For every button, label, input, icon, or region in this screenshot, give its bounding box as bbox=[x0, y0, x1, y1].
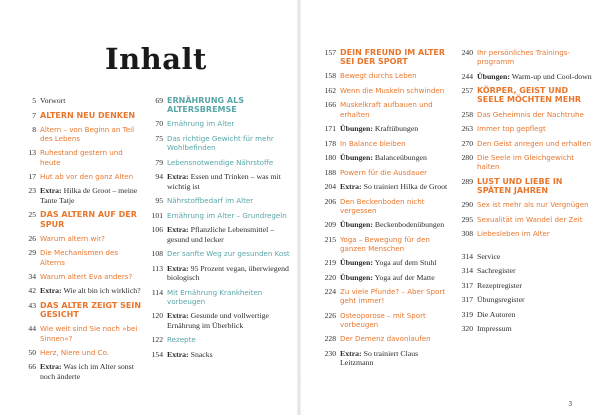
toc-entry-text: Mit Ernährung Krankheiten vorbeugen bbox=[167, 287, 263, 306]
toc-page-number: 26 bbox=[28, 233, 36, 243]
toc-section-entry[interactable] bbox=[20, 324, 142, 343]
toc-entry-title: Yoga auf dem Stuhl bbox=[374, 258, 437, 268]
toc-page-number: 215 bbox=[324, 234, 336, 244]
toc-entry-title: Beckenbodenübungen bbox=[374, 220, 445, 230]
toc-entry-title: So trainiert Hilka de Groot bbox=[363, 182, 448, 191]
toc-section-entry[interactable] bbox=[320, 197, 452, 216]
toc-entry-prefix: Übungen: bbox=[340, 220, 373, 230]
toc-plain-entry[interactable] bbox=[455, 266, 593, 276]
toc-section-entry[interactable] bbox=[145, 158, 297, 168]
toc-entry-text: Nährstoffbedarf im Alter bbox=[167, 196, 254, 205]
section-spacer bbox=[455, 244, 593, 252]
toc-entry-title: Hilka de Groot – meine Tante Tatje bbox=[40, 186, 138, 205]
toc-page-number: 209 bbox=[324, 220, 336, 230]
toc-entry-title: Balanceübungen bbox=[374, 153, 427, 162]
toc-extra-entry[interactable] bbox=[145, 225, 297, 244]
toc-chapter-heading[interactable] bbox=[20, 210, 142, 228]
toc-entry-text: Osteoporose – mit Sport vorbeugen bbox=[340, 310, 426, 330]
toc-entry-text bbox=[340, 258, 452, 268]
toc-extra-entry[interactable] bbox=[320, 349, 452, 368]
toc-entry-text: Ernährung im Alter – Grundregeln bbox=[167, 210, 287, 220]
toc-entry-prefix: Übungen: bbox=[340, 124, 373, 133]
toc-entry-prefix: Extra: bbox=[167, 311, 189, 321]
toc-page-number: 280 bbox=[461, 153, 473, 162]
toc-plain-entry[interactable] bbox=[455, 252, 593, 262]
toc-section-entry[interactable] bbox=[455, 139, 593, 149]
toc-entry-title: Yoga auf der Matte bbox=[374, 272, 435, 282]
toc-page-number: 228 bbox=[324, 334, 336, 344]
toc-entry-text: Warum altern wir? bbox=[40, 233, 105, 243]
toc-entry-text bbox=[167, 264, 297, 283]
toc-entry-text: Den Beckenboden nicht vergessen bbox=[340, 196, 425, 215]
toc-section-entry[interactable] bbox=[455, 153, 593, 172]
toc-page-number: 114 bbox=[151, 287, 163, 297]
toc-extra-entry[interactable] bbox=[320, 220, 452, 230]
toc-entry-text bbox=[40, 186, 142, 205]
toc-page-number: 257 bbox=[461, 86, 473, 96]
toc-entry-text: Ihr persönliches Trainings-programm bbox=[477, 48, 570, 67]
toc-column-1 bbox=[20, 96, 142, 386]
toc-page-number: 70 bbox=[155, 119, 163, 129]
toc-entry-text: Altern – von Beginn an Teil des Lebens bbox=[40, 124, 135, 143]
toc-entry-title: Warm-up und Cool-down bbox=[511, 71, 592, 81]
toc-page-number: 220 bbox=[324, 272, 336, 282]
toc-entry-text: Die Mechanismen des Alterns bbox=[40, 248, 119, 267]
toc-section-entry[interactable] bbox=[145, 288, 297, 307]
toc-extra-entry[interactable] bbox=[145, 311, 297, 330]
toc-extra-entry[interactable] bbox=[145, 264, 297, 283]
toc-entry-text bbox=[167, 225, 297, 244]
toc-page-number: 295 bbox=[461, 214, 473, 224]
toc-page-number: 290 bbox=[461, 200, 473, 209]
toc-entry-text bbox=[477, 72, 593, 82]
toc-entry-text: Lebensnotwendige Nährstoffe bbox=[167, 157, 274, 167]
toc-entry-text bbox=[167, 311, 297, 330]
toc-page-number: 308 bbox=[461, 229, 473, 238]
toc-extra-entry[interactable] bbox=[145, 172, 297, 191]
toc-page-number: 157 bbox=[324, 48, 336, 57]
toc-extra-entry[interactable] bbox=[455, 72, 593, 82]
toc-section-entry[interactable] bbox=[20, 125, 142, 144]
toc-section-entry[interactable] bbox=[320, 235, 452, 254]
toc-entry-text: Ruhestand gestern und heute bbox=[40, 148, 123, 167]
toc-entry-text: ALTERN NEU DENKEN bbox=[40, 110, 136, 120]
toc-chapter-heading[interactable] bbox=[20, 301, 142, 319]
toc-chapter-heading[interactable] bbox=[320, 48, 452, 66]
toc-section-entry[interactable] bbox=[20, 234, 142, 244]
toc-plain-entry[interactable] bbox=[20, 96, 142, 106]
toc-page-number: 69 bbox=[155, 96, 163, 105]
left-page bbox=[0, 0, 298, 415]
toc-entry-text: Der sanfte Weg zur gesunden Kost bbox=[167, 249, 290, 258]
toc-page-number: 270 bbox=[461, 138, 473, 148]
page-title: Inhalt bbox=[105, 42, 207, 76]
toc-page-number: 319 bbox=[461, 309, 473, 319]
toc-entry-prefix: Extra: bbox=[40, 186, 62, 196]
toc-entry-text: Rezeptregister bbox=[477, 280, 523, 290]
toc-entry-text: Bewegt durchs Leben bbox=[340, 71, 417, 81]
toc-extra-entry[interactable] bbox=[320, 182, 452, 192]
toc-page-number: 226 bbox=[324, 310, 336, 320]
toc-page-number: 108 bbox=[151, 249, 163, 258]
toc-section-entry[interactable] bbox=[20, 248, 142, 267]
toc-plain-entry[interactable] bbox=[455, 281, 593, 291]
toc-entry-title: Essen und Trinken – was mit wichtig ist bbox=[167, 172, 281, 191]
toc-page-number: 180 bbox=[324, 153, 336, 162]
toc-page-number: 95 bbox=[155, 196, 163, 205]
toc-entry-title: Wie alt bin ich wirklich? bbox=[63, 286, 141, 296]
toc-section-entry[interactable] bbox=[455, 48, 593, 67]
toc-section-entry[interactable] bbox=[20, 148, 142, 167]
toc-entry-prefix: Extra: bbox=[167, 263, 189, 273]
toc-entry-text bbox=[167, 350, 297, 360]
toc-entry-prefix: Extra: bbox=[40, 286, 62, 296]
toc-page-number: 188 bbox=[324, 167, 336, 177]
toc-page-number: 113 bbox=[151, 263, 163, 273]
toc-entry-text: Service bbox=[477, 251, 501, 261]
toc-page-number: 13 bbox=[28, 148, 36, 158]
toc-page-number: 219 bbox=[324, 258, 336, 268]
toc-plain-entry[interactable] bbox=[455, 310, 593, 320]
toc-section-entry[interactable] bbox=[455, 124, 593, 134]
toc-entry-text: DEIN FREUND IM ALTER SEI DER SPORT bbox=[340, 48, 446, 67]
toc-entry-prefix: Extra: bbox=[167, 225, 189, 234]
toc-section-entry[interactable] bbox=[20, 272, 142, 282]
toc-entry-text: Sex ist mehr als nur Vergnügen bbox=[477, 200, 589, 209]
toc-section-entry[interactable] bbox=[455, 200, 593, 210]
toc-chapter-heading[interactable] bbox=[455, 86, 593, 104]
toc-page-number: 42 bbox=[28, 286, 36, 296]
toc-entry-text: Muskelkraft aufbauen und erhalten bbox=[340, 100, 433, 119]
toc-entry-text: Sexualität im Wandel der Zeit bbox=[477, 214, 583, 224]
toc-page-number: 166 bbox=[324, 100, 336, 110]
toc-chapter-heading[interactable] bbox=[20, 111, 142, 120]
toc-page-number: 244 bbox=[461, 71, 473, 81]
toc-entry-text: DAS ALTER ZEIGT SEIN GESICHT bbox=[40, 300, 142, 320]
toc-page-number: 289 bbox=[461, 176, 473, 186]
toc-section-entry[interactable] bbox=[320, 334, 452, 344]
toc-page-number: 101 bbox=[151, 210, 163, 220]
toc-entry-title: So trainiert Claus Leitzmann bbox=[340, 348, 419, 368]
toc-entry-title: Was ich im Alter sonst noch änderte bbox=[40, 362, 134, 381]
toc-entry-prefix: Übungen: bbox=[477, 71, 510, 81]
toc-section-entry[interactable] bbox=[320, 100, 452, 119]
toc-column-4 bbox=[455, 48, 593, 339]
toc-page-number: 8 bbox=[32, 124, 36, 134]
toc-entry-text: Yoga – Bewegung für den ganzen Menschen bbox=[340, 234, 430, 253]
toc-entry-title: Snacks bbox=[190, 349, 213, 359]
toc-section-entry[interactable] bbox=[455, 215, 593, 225]
toc-entry-text bbox=[167, 172, 297, 191]
toc-section-entry[interactable] bbox=[320, 86, 452, 96]
page-number: 3 bbox=[568, 400, 572, 408]
toc-page-number: 317 bbox=[461, 295, 473, 304]
toc-section-entry[interactable] bbox=[20, 172, 142, 182]
toc-entry-text bbox=[340, 220, 452, 230]
toc-column-3 bbox=[320, 48, 452, 373]
toc-extra-entry[interactable] bbox=[20, 362, 142, 381]
toc-entry-text: Powern für die Ausdauer bbox=[340, 167, 428, 177]
toc-section-entry[interactable] bbox=[20, 348, 142, 358]
toc-page-number: 154 bbox=[151, 349, 163, 359]
toc-page-number: 158 bbox=[324, 71, 336, 81]
toc-page-number: 258 bbox=[461, 109, 473, 119]
toc-entry-prefix: Extra: bbox=[340, 182, 362, 191]
toc-entry-text: Hut ab vor den ganz Alten bbox=[40, 171, 134, 181]
toc-section-entry[interactable] bbox=[320, 168, 452, 178]
toc-page-number: 122 bbox=[151, 335, 163, 345]
toc-section-entry[interactable] bbox=[145, 335, 297, 345]
toc-chapter-heading[interactable] bbox=[455, 177, 593, 195]
toc-entry-text: Das richtige Gewicht für mehr Wohlbefinden bbox=[167, 133, 274, 153]
toc-entry-prefix: Extra: bbox=[40, 362, 62, 372]
toc-entry-text: Zu viele Pfunde? – Aber Sport geht immer! bbox=[340, 287, 446, 306]
toc-entry-text: Ernährung im Alter bbox=[167, 119, 235, 129]
toc-entry-text: Rezepte bbox=[167, 335, 196, 345]
toc-entry-title: Kraftübungen bbox=[374, 124, 419, 133]
toc-entry-text bbox=[340, 124, 452, 134]
toc-entry-text bbox=[40, 362, 142, 381]
toc-column-2 bbox=[145, 96, 297, 364]
toc-page-number: 106 bbox=[151, 225, 163, 234]
toc-extra-entry[interactable] bbox=[320, 124, 452, 134]
toc-page-number: 206 bbox=[324, 196, 336, 206]
toc-entry-text: Der Demenz davonlaufen bbox=[340, 334, 431, 344]
toc-section-entry[interactable] bbox=[455, 110, 593, 120]
toc-page-number: 320 bbox=[461, 324, 473, 333]
toc-page-number: 23 bbox=[28, 186, 36, 196]
toc-entry-text bbox=[340, 349, 452, 368]
toc-entry-title: Gesunde und vollwertige Ernährung im Überblick bbox=[167, 311, 269, 330]
toc-page-number: 314 bbox=[461, 266, 473, 275]
toc-page-number: 29 bbox=[28, 248, 36, 258]
toc-entry-text: Die Autoren bbox=[477, 309, 516, 319]
toc-page-number: 34 bbox=[28, 271, 36, 281]
toc-entry-prefix: Übungen: bbox=[340, 272, 373, 282]
toc-page-number: 66 bbox=[28, 362, 36, 372]
toc-page-number: 314 bbox=[461, 251, 473, 261]
toc-entry-text: Wenn die Muskeln schwinden bbox=[340, 85, 445, 95]
toc-entry-text: Die Seele im Gleichgewicht halten bbox=[477, 153, 575, 172]
toc-page-number: 25 bbox=[28, 210, 36, 220]
toc-plain-entry[interactable] bbox=[455, 295, 593, 305]
toc-section-entry[interactable] bbox=[320, 71, 452, 81]
toc-page-number: 43 bbox=[28, 300, 36, 310]
toc-entry-title: Pflanzliche Lebensmittel – gesund und lecker bbox=[167, 225, 275, 244]
toc-entry-text: ERNÄHRUNG ALS ALTERSBREMSE bbox=[167, 96, 244, 115]
toc-section-entry[interactable] bbox=[145, 119, 297, 129]
toc-section-entry[interactable] bbox=[145, 134, 297, 153]
toc-entry-text: Den Geist anregen und erhalten bbox=[477, 138, 592, 148]
toc-extra-entry[interactable] bbox=[320, 153, 452, 163]
toc-page-number: 240 bbox=[461, 48, 473, 57]
toc-page-number: 171 bbox=[324, 124, 336, 133]
toc-entry-prefix: Extra: bbox=[167, 172, 189, 181]
toc-extra-entry[interactable] bbox=[320, 258, 452, 268]
toc-plain-entry[interactable] bbox=[455, 324, 593, 334]
toc-entry-prefix: Übungen: bbox=[340, 258, 373, 268]
toc-section-entry[interactable] bbox=[145, 211, 297, 221]
toc-entry-text: Sachregister bbox=[477, 266, 516, 275]
toc-entry-text: LUST UND LIEBE IN SPÄTEN JAHREN bbox=[477, 176, 563, 195]
toc-entry-text: Vorwort bbox=[40, 96, 66, 105]
toc-entry-prefix: Extra: bbox=[340, 348, 362, 358]
toc-extra-entry[interactable] bbox=[320, 273, 452, 283]
toc-section-entry[interactable] bbox=[145, 196, 297, 206]
toc-page-number: 162 bbox=[324, 85, 336, 95]
right-page bbox=[300, 0, 600, 415]
toc-entry-text: Übungsregister bbox=[477, 295, 525, 304]
toc-extra-entry[interactable] bbox=[20, 286, 142, 296]
toc-extra-entry[interactable] bbox=[20, 186, 142, 205]
toc-extra-entry[interactable] bbox=[145, 350, 297, 360]
toc-page-number: 263 bbox=[461, 124, 473, 133]
toc-page-number: 79 bbox=[155, 157, 163, 167]
toc-entry-text: KÖRPER, GEIST UND SEELE MÖCHTEN MEHR bbox=[477, 86, 582, 105]
toc-entry-text: Impressum bbox=[477, 324, 512, 333]
toc-entry-title: 95 Prozent vegan, überwiegend biologisch bbox=[167, 263, 289, 282]
toc-page-number: 50 bbox=[28, 347, 36, 357]
toc-page-number: 7 bbox=[32, 110, 36, 120]
toc-section-entry[interactable] bbox=[320, 139, 452, 149]
toc-entry-prefix: Übungen: bbox=[340, 153, 373, 162]
toc-entry-text: Wie weit sind Sie noch »bei Sinnen«? bbox=[40, 324, 138, 343]
toc-entry-text: DAS ALTERN AUF DER SPUR bbox=[40, 210, 137, 229]
toc-entry-text bbox=[340, 273, 452, 283]
toc-page-number: 204 bbox=[324, 182, 336, 191]
toc-section-entry[interactable] bbox=[455, 229, 593, 239]
toc-entry-text bbox=[340, 182, 452, 192]
toc-page-number: 178 bbox=[324, 138, 336, 148]
toc-page-number: 44 bbox=[28, 324, 36, 334]
toc-entry-text bbox=[340, 153, 452, 163]
toc-page-number: 120 bbox=[151, 311, 163, 321]
toc-entry-text: In Balance bleiben bbox=[340, 138, 406, 148]
toc-entry-text: Liebesleben im Alter bbox=[477, 229, 550, 238]
toc-page-number: 317 bbox=[461, 280, 473, 290]
toc-page-number: 230 bbox=[324, 348, 336, 358]
toc-entry-prefix: Extra: bbox=[167, 349, 189, 359]
toc-entry-text: Immer top gepflegt bbox=[477, 124, 546, 133]
toc-section-entry[interactable] bbox=[320, 311, 452, 330]
toc-page-number: 224 bbox=[324, 287, 336, 297]
toc-page-number: 5 bbox=[32, 96, 36, 105]
toc-entry-text: Das Geheimnis der Nachtruhe bbox=[477, 109, 584, 119]
toc-page-number: 17 bbox=[28, 171, 36, 181]
toc-entry-text: Warum altert Eva anders? bbox=[40, 271, 133, 281]
toc-page-number: 75 bbox=[155, 133, 163, 143]
toc-entry-text: Herz, Niere und Co. bbox=[40, 347, 110, 357]
toc-section-entry[interactable] bbox=[320, 287, 452, 306]
toc-chapter-heading[interactable] bbox=[145, 96, 297, 114]
toc-entry-text bbox=[40, 286, 142, 296]
toc-section-entry[interactable] bbox=[145, 249, 297, 259]
toc-page-number: 94 bbox=[155, 172, 163, 181]
